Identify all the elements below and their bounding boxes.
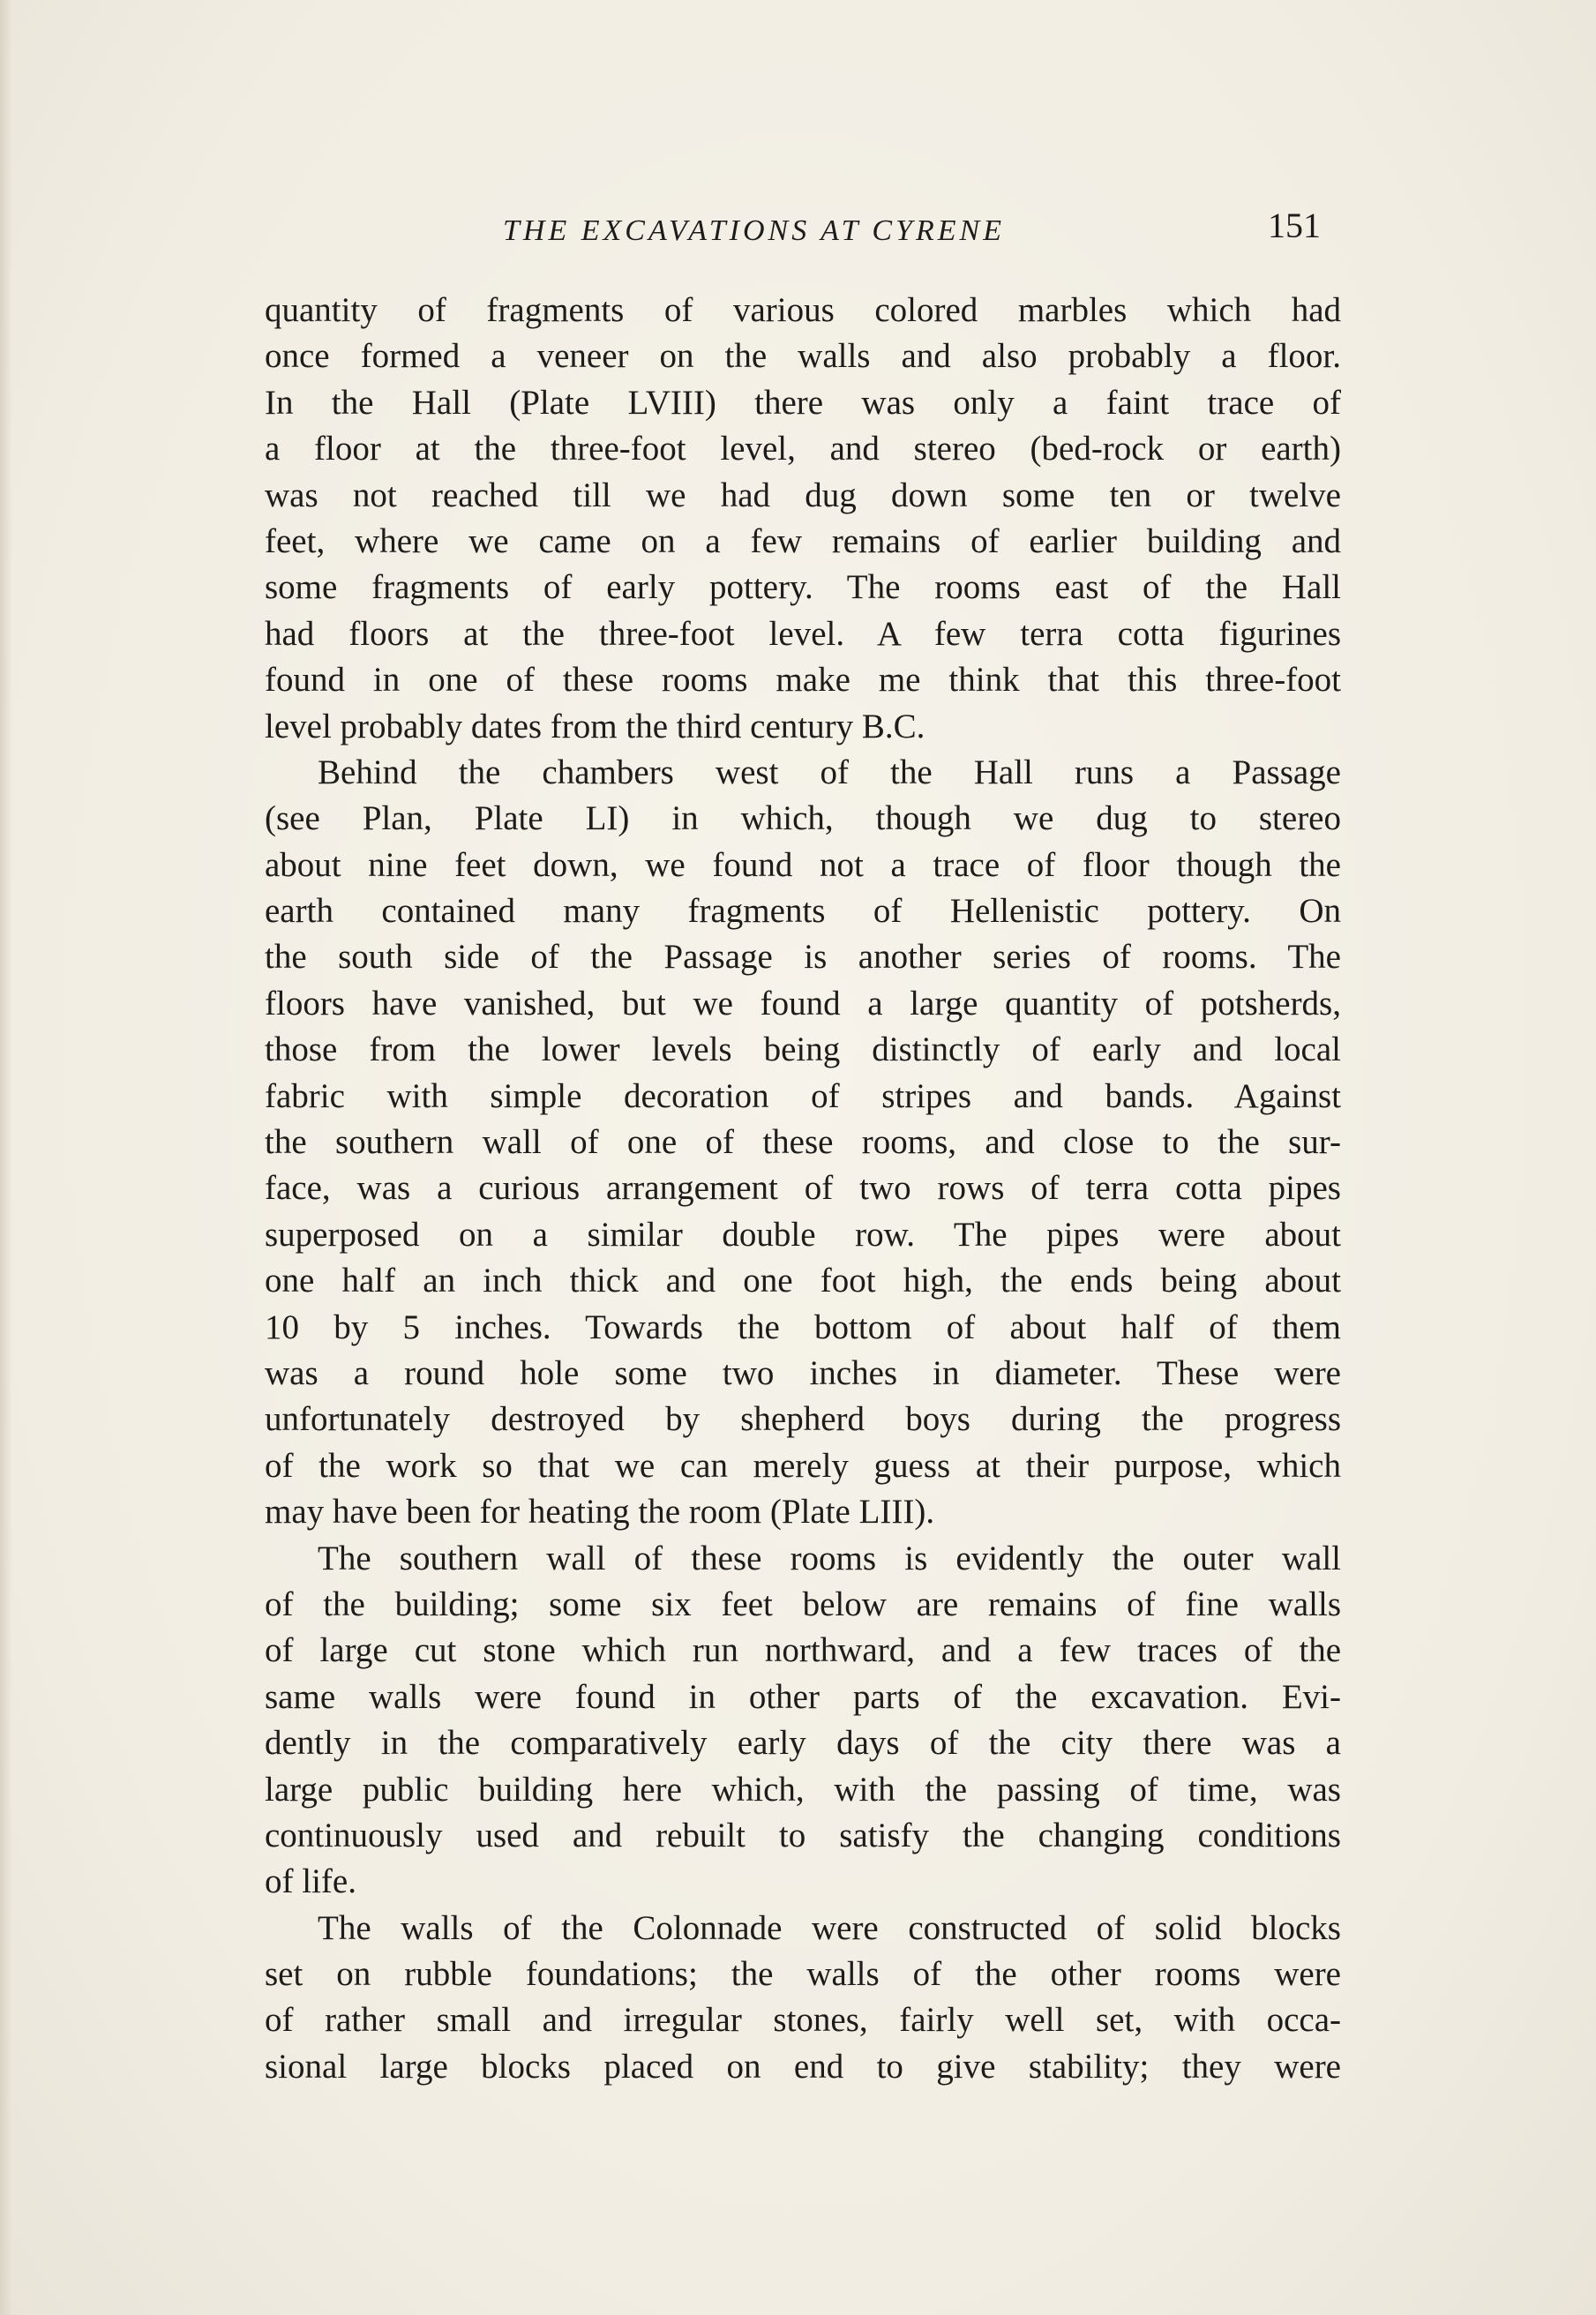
text-line: of the building; some six feet below are remains of fine walls bbox=[265, 1585, 1341, 1623]
text-line: the southern wall of one of these rooms, and close to the sur- bbox=[265, 1123, 1341, 1162]
text-line: large public building here which, with the passing of time, was bbox=[265, 1770, 1341, 1809]
text-line: of the work so that we can merely guess at their purpose, which bbox=[265, 1446, 1341, 1485]
text-line: of life. bbox=[265, 1862, 356, 1901]
binding-edge bbox=[0, 0, 12, 2315]
text-line: of large cut stone which run northward, and a few traces of the bbox=[265, 1631, 1341, 1670]
text-line: The walls of the Colonnade were constructed of solid blocks bbox=[318, 1908, 1341, 1947]
text-line: a floor at the three-foot level, and stereo (bed-rock or earth) bbox=[265, 430, 1341, 468]
text-line: superposed on a similar double row. The pipes were about bbox=[265, 1215, 1341, 1254]
text-line: 10 by 5 inches. Towards the bottom of about half of them bbox=[265, 1307, 1341, 1346]
text-line: Behind the chambers west of the Hall runs a Passage bbox=[318, 753, 1341, 791]
text-line: one half an inch thick and one foot high, the ends being about bbox=[265, 1262, 1341, 1300]
text-line: quantity of fragments of various colored marbles which had bbox=[265, 291, 1341, 329]
text-line: was a round hole some two inches in diameter. These were bbox=[265, 1353, 1341, 1392]
text-line: feet, where we came on a few remains of earlier building and bbox=[265, 521, 1341, 560]
text-line: floors have vanished, but we found a large quantity of potsherds, bbox=[265, 984, 1341, 1023]
body-text bbox=[265, 288, 1341, 2090]
text-line: the south side of the Passage is another series of rooms. The bbox=[265, 938, 1341, 977]
page-number: 151 bbox=[1268, 206, 1321, 245]
text-line: had floors at the three-foot level. A few terra cotta figurines bbox=[265, 614, 1341, 653]
text-line: of rather small and irregular stones, fairly well set, with occa- bbox=[265, 2001, 1341, 2040]
text-line: fabric with simple decoration of stripes and bands. Against bbox=[265, 1076, 1341, 1115]
text-line: found in one of these rooms make me think that this three-foot bbox=[265, 661, 1341, 700]
text-line: The southern wall of these rooms is evidently the outer wall bbox=[318, 1539, 1341, 1577]
text-line: dently in the comparatively early days of the city there was a bbox=[265, 1724, 1341, 1763]
text-line: set on rubble foundations; the walls of the other rooms were bbox=[265, 1955, 1341, 1994]
text-line: may have been for heating the room (Plate LIII). bbox=[265, 1493, 935, 1532]
text-line: level probably dates from the third century B.C. bbox=[265, 707, 925, 745]
text-line: In the Hall (Plate LVIII) there was only a faint trace of bbox=[265, 383, 1341, 422]
text-line: once formed a veneer on the walls and also probably a floor. bbox=[265, 337, 1341, 376]
text-line: continuously used and rebuilt to satisfy the changing conditions bbox=[265, 1816, 1341, 1854]
text-line: some fragments of early pottery. The rooms east of the Hall bbox=[265, 568, 1341, 607]
text-line: was not reached till we had dug down some ten or twelve bbox=[265, 476, 1341, 514]
text-line: those from the lower levels being distinctly of early and local bbox=[265, 1030, 1341, 1069]
text-line: unfortunately destroyed by shepherd boys during the progress bbox=[265, 1400, 1341, 1439]
text-line: sional large blocks placed on end to give stability; they were bbox=[265, 2047, 1341, 2086]
running-title: THE EXCAVATIONS AT CYRENE bbox=[503, 214, 1005, 247]
text-line: face, was a curious arrangement of two rows of terra cotta pipes bbox=[265, 1169, 1341, 1208]
text-line: (see Plan, Plate LI) in which, though we dug to stereo bbox=[265, 799, 1341, 838]
text-line: earth contained many fragments of Hellenistic pottery. On bbox=[265, 892, 1341, 931]
text-line: about nine feet down, we found not a trace of floor though the bbox=[265, 845, 1341, 884]
text-line: same walls were found in other parts of the excavation. Evi- bbox=[265, 1677, 1341, 1716]
